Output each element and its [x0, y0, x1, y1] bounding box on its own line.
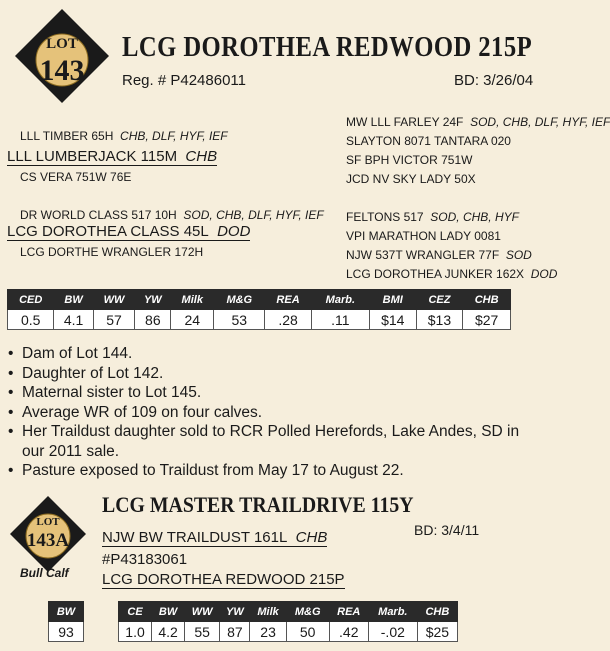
epd-header: Milk [171, 290, 214, 310]
calf-bw-table [48, 601, 84, 642]
epd-header: BW [54, 290, 93, 310]
epd-header: CHB [463, 290, 511, 310]
note-item: • Pasture exposed to Traildust from May 17 to August 22. [8, 461, 528, 481]
epd-header: M&G [214, 290, 265, 310]
epd-header: Marb. [368, 602, 417, 622]
epd-header: YW [135, 290, 171, 310]
epd-header: Marb. [311, 290, 369, 310]
pedigree-right-7: NJW 537T WRANGLER 77F SOD [346, 248, 532, 262]
calf-title: LCG MASTER TRAILDRIVE 115Y [102, 492, 414, 517]
registration-number: Reg. # P42486011 [122, 72, 246, 89]
epd-value: 24 [171, 310, 214, 330]
pedigree-sire-sire: LLL TIMBER 65H CHB, DLF, HYF, IEF [20, 129, 228, 143]
epd-value: 0.5 [8, 310, 54, 330]
pedigree-right-1: MW LLL FARLEY 24F SOD, CHB, DLF, HYF, IEF [346, 115, 610, 129]
epd-value: $27 [463, 310, 511, 330]
epd-header-row [8, 290, 511, 310]
pedigree-right-5: FELTONS 517 SOD, CHB, HYF [346, 210, 519, 224]
calf-epd-header-row [119, 602, 458, 622]
epd-value: 53 [214, 310, 265, 330]
birth-date: BD: 3/26/04 [454, 72, 534, 89]
calf-epd-value-row [119, 622, 458, 642]
pedigree-right-8: LCG DOROTHEA JUNKER 162X DOD [346, 267, 558, 281]
epd-header: M&G [286, 602, 329, 622]
pedigree-right-3: SF BPH VICTOR 751W [346, 153, 473, 167]
calf-dam: LCG DOROTHEA REDWOOD 215P [102, 571, 345, 588]
epd-value: $25 [417, 622, 457, 642]
epd-header: WW [185, 602, 220, 622]
epd-header: WW [93, 290, 135, 310]
epd-value: .28 [265, 310, 311, 330]
epd-header: REA [265, 290, 311, 310]
epd-value: 50 [286, 622, 329, 642]
epd-header: REA [329, 602, 368, 622]
lot-notes [8, 344, 528, 481]
epd-header: Milk [250, 602, 286, 622]
epd-value: .11 [311, 310, 369, 330]
epd-value: 4.2 [152, 622, 185, 642]
epd-value: 23 [250, 622, 286, 642]
bw-header: BW [49, 602, 84, 622]
note-item: • Her Traildust daughter sold to RCR Polled Herefords, Lake Andes, SD in our 2011 sale. [8, 422, 528, 461]
pedigree-right-2: SLAYTON 8071 TANTARA 020 [346, 134, 511, 148]
calf-sire: NJW BW TRAILDUST 161L CHB [102, 529, 328, 546]
epd-header: YW [220, 602, 250, 622]
epd-value: $14 [369, 310, 416, 330]
calf-registration: #P43183061 [102, 551, 188, 568]
calf-lot-label: LOT [36, 516, 60, 528]
lot-number: 143 [39, 54, 85, 87]
epd-value: 57 [93, 310, 135, 330]
note-item: • Average WR of 109 on four calves. [8, 403, 528, 423]
note-item: • Maternal sister to Lot 145. [8, 383, 528, 403]
epd-header: CE [119, 602, 152, 622]
epd-header: CED [8, 290, 54, 310]
bw-value: 93 [49, 622, 84, 642]
epd-table [7, 289, 511, 330]
epd-value: 4.1 [54, 310, 93, 330]
epd-value: 87 [220, 622, 250, 642]
epd-value: -.02 [368, 622, 417, 642]
epd-value-row [8, 310, 511, 330]
calf-birth-date: BD: 3/4/11 [414, 522, 480, 538]
pedigree-sire-dam: CS VERA 751W 76E [20, 170, 132, 184]
epd-value: 1.0 [119, 622, 152, 642]
note-item: • Dam of Lot 144. [8, 344, 528, 364]
calf-tag: Bull Calf [20, 566, 69, 580]
pedigree-dam-sire: DR WORLD CLASS 517 10H SOD, CHB, DLF, HYF, IEF [20, 208, 324, 222]
epd-value: 86 [135, 310, 171, 330]
epd-header: BW [152, 602, 185, 622]
epd-value: $13 [416, 310, 463, 330]
pedigree-dam: LCG DOROTHEA CLASS 45L DOD [7, 223, 251, 240]
lot-badge [14, 8, 110, 104]
epd-value: 55 [185, 622, 220, 642]
pedigree-dam-dam: LCG DORTHE WRANGLER 172H [20, 245, 204, 259]
lot-label: LOT [46, 36, 78, 52]
epd-header: CHB [417, 602, 457, 622]
calf-lot-number: 143A [26, 530, 70, 551]
epd-value: .42 [329, 622, 368, 642]
calf-epd-table [118, 601, 458, 642]
pedigree-sire: LLL LUMBERJACK 115M CHB [7, 148, 218, 165]
epd-header: CEZ [416, 290, 463, 310]
epd-header: BMI [369, 290, 416, 310]
note-item: • Daughter of Lot 142. [8, 364, 528, 384]
lot-title: LCG DOROTHEA REDWOOD 215P [122, 32, 533, 63]
pedigree-right-4: JCD NV SKY LADY 50X [346, 172, 476, 186]
pedigree-right-6: VPI MARATHON LADY 0081 [346, 229, 501, 243]
